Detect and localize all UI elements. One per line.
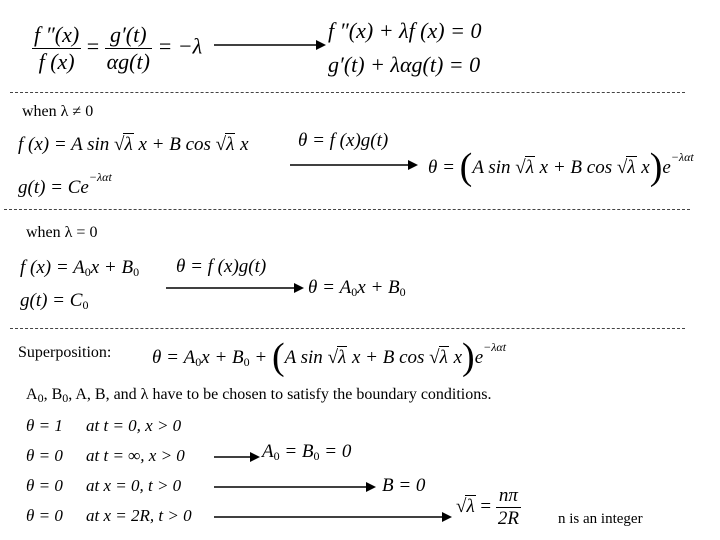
case2-gt: g(t) = C <box>20 290 83 311</box>
superposition-sub1: 0 <box>195 355 202 369</box>
section-divider <box>10 92 685 93</box>
case1-fx-radicand-2: λ <box>226 134 235 155</box>
fraction-gt-denominator: αg(t) <box>106 49 150 74</box>
case2-fx-b: x + B <box>90 257 134 278</box>
arrow-icon <box>214 510 452 524</box>
boundary-condition: at x = 2R, t > 0 <box>86 506 192 525</box>
result1-b: = B <box>279 441 314 462</box>
case2-theta-b: x + B <box>357 277 400 298</box>
arrow-icon <box>214 38 326 52</box>
case1-fx-end: x <box>240 134 249 155</box>
case2-theta-solution <box>308 277 406 300</box>
fraction-fx <box>32 22 81 75</box>
boundary-sub-b: 0 <box>62 391 69 405</box>
case1-theta-inner-1: A sin <box>472 157 511 178</box>
case1-fx-left: f (x) = A sin <box>18 134 110 155</box>
case2-gt-solution <box>20 290 88 313</box>
case2-fx: f (x) = A <box>20 257 85 278</box>
close-paren-icon: ) <box>462 336 475 378</box>
boundary-statement-pre: A <box>26 386 38 403</box>
case1-theta-solution <box>428 146 694 188</box>
boundary-statement-mid: , B <box>43 386 63 403</box>
sqrt-icon: √ <box>515 157 526 178</box>
fraction-gt-numerator: g′(t) <box>105 22 152 49</box>
boundary-row <box>26 476 181 496</box>
case1-gt: g(t) = Ce <box>18 177 89 198</box>
sqrt-icon: √ <box>114 134 125 155</box>
superposition-eq-b: x + B <box>201 347 244 368</box>
superposition-label: Superposition: <box>18 344 112 361</box>
section-divider <box>10 328 685 329</box>
case1-theta-inner-2: x + B cos <box>539 157 613 178</box>
section-divider <box>4 209 690 210</box>
case1-theta-e: e <box>662 157 671 178</box>
result3-denominator: 2R <box>497 508 519 529</box>
fraction-gt <box>105 22 152 75</box>
separation-constant: = −λ <box>157 33 203 59</box>
case2-theta: θ = A <box>308 277 352 298</box>
boundary-theta: θ = 1 <box>26 416 63 435</box>
result-a0-b0 <box>262 441 351 464</box>
sqrt-icon: √ <box>327 347 338 368</box>
case2-theta-sub2: 0 <box>399 285 406 299</box>
boundary-theta: θ = 0 <box>26 446 63 465</box>
superposition-inner-2: x + B cos <box>351 347 425 368</box>
ode-t: g′(t) + λαg(t) = 0 <box>328 52 481 77</box>
arrow-icon <box>214 480 376 494</box>
case1-theta-radicand-1: λ <box>525 157 534 178</box>
case2-theta-sub1: 0 <box>351 285 358 299</box>
arrow-icon <box>166 281 304 295</box>
open-paren-icon: ( <box>459 146 473 188</box>
boundary-statement <box>26 386 491 406</box>
boundary-condition: at t = 0, x > 0 <box>86 416 182 435</box>
result-lambda: √λ = $\frac{n\pi}{2R}$ <box>456 485 519 529</box>
case1-theta-definition: θ = f (x)g(t) <box>298 130 389 151</box>
sqrt-icon: √ <box>456 495 467 517</box>
result1-sub-a: 0 <box>273 449 280 463</box>
case1-gt-exponent: −λαt <box>88 170 112 184</box>
case1-heading: when λ ≠ 0 <box>22 103 94 120</box>
sqrt-icon: √ <box>429 347 440 368</box>
superposition-sub2: 0 <box>243 355 250 369</box>
fraction-fx-denominator: f (x) <box>38 49 75 74</box>
case1-theta-radicand-2: λ <box>627 157 636 178</box>
superposition-equation <box>152 336 507 378</box>
result3-fraction <box>496 485 521 530</box>
case1-fx-radicand-1: λ <box>124 134 133 155</box>
boundary-statement-post: , A, B, and λ have to be chosen to satisfy the boundary conditions. <box>68 386 492 403</box>
boundary-theta: θ = 0 <box>26 476 63 495</box>
case1-gt-solution <box>18 170 112 199</box>
case2-heading: when λ = 0 <box>26 224 98 241</box>
arrow-icon <box>214 450 260 464</box>
superposition-e: e <box>474 347 484 368</box>
boundary-condition: at t = ∞, x > 0 <box>86 446 185 465</box>
result3-radicand: λ <box>466 495 475 517</box>
sqrt-icon: √ <box>215 134 227 155</box>
case2-theta-definition: θ = f (x)g(t) <box>176 256 267 277</box>
result3-numerator: nπ <box>496 485 521 508</box>
superposition-radicand-2: λ <box>439 347 448 368</box>
arrow-icon <box>290 158 418 172</box>
separation-equation: $\frac{f ''(x)}{f (x)}$ = $\frac{g'(t)}{\alpha g(t)}$ = −λ <box>34 22 203 74</box>
case2-fx-solution <box>20 257 139 280</box>
boundary-row <box>26 416 181 436</box>
case1-theta-exponent: −λαt <box>670 150 694 164</box>
boundary-theta: θ = 0 <box>26 506 63 525</box>
boundary-row <box>26 446 185 466</box>
result1-sub-b: 0 <box>313 449 320 463</box>
boundary-sub-a: 0 <box>37 391 44 405</box>
case2-fx-sub1: 0 <box>84 265 91 279</box>
fraction-fx-numerator: f ″(x) <box>34 22 80 47</box>
close-paren-icon: ) <box>649 146 663 188</box>
superposition-inner-3: x <box>453 347 463 368</box>
result1-a: A <box>262 441 274 462</box>
case1-theta-inner-3: x <box>641 157 650 178</box>
result1-c: = 0 <box>319 441 352 462</box>
ode-x: f ″(x) + λf (x) = 0 <box>328 18 482 43</box>
case2-gt-sub: 0 <box>82 298 89 312</box>
case2-fx-sub2: 0 <box>133 265 140 279</box>
case1-theta-left: θ = <box>428 157 460 178</box>
superposition-inner-1: A sin <box>284 347 323 368</box>
boundary-condition: at x = 0, t > 0 <box>86 476 182 495</box>
superposition-exponent: −λαt <box>483 340 507 354</box>
superposition-radicand-1: λ <box>338 347 347 368</box>
case1-fx-solution <box>18 133 249 156</box>
sqrt-icon: √ <box>616 157 628 178</box>
boundary-row <box>26 506 192 526</box>
superposition-eq-a: θ = A <box>152 347 196 368</box>
integer-note: n is an integer <box>558 511 643 527</box>
open-paren-icon: ( <box>271 336 285 378</box>
case1-fx-mid: x + B cos <box>138 134 211 155</box>
result-b: B = 0 <box>382 475 426 496</box>
superposition-eq-c: + <box>249 347 272 368</box>
